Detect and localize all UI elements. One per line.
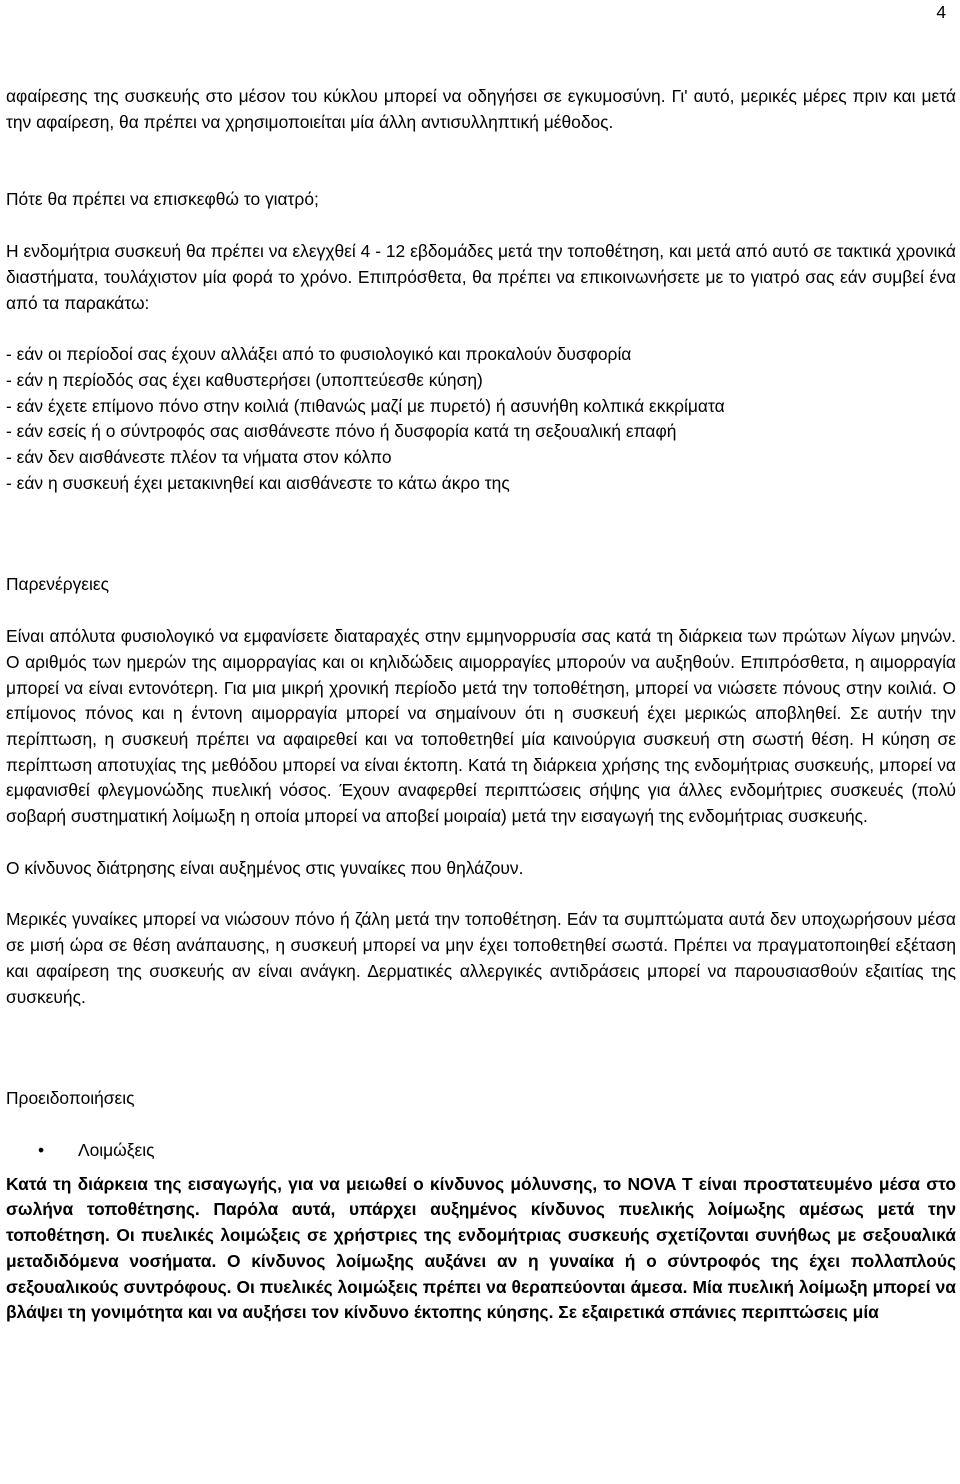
list-item: - εάν η περίοδός σας έχει καθυστερήσει (υποπτεύεσθε κύηση) bbox=[6, 369, 483, 390]
intro-paragraph: αφαίρεσης της συσκευής στο μέσον του κύκλου μπορεί να οδηγήσει σε εγκυμοσύνη. Γι' αυτό, μερικές μέρες πριν και μετά την αφαίρεση, θα πρέπει να χρησιμοποιείται μία άλλη αντισυλληπτική μέθοδος. bbox=[6, 86, 956, 132]
warnings-heading: Προειδοποιήσεις bbox=[6, 1088, 135, 1109]
doctor-visit-paragraph: Η ενδομήτρια συσκευή θα πρέπει να ελεγχθεί 4 - 12 εβδομάδες μετά την τοποθέτηση, και μετά από αυτό σε τακτικά χρονικά διαστήματα, τουλάχιστον μία φορά το χρόνο. Επιπρόσθετα, θα πρέπει να επικοινωνήσετε με το γιατρό σας εάν συμβεί ένα από τα παρακάτω: bbox=[6, 241, 956, 313]
side-effects-paragraph-2: Ο κίνδυνος διάτρησης είναι αυξημένος στις γυναίκες που θηλάζουν. bbox=[6, 857, 524, 878]
side-effects-paragraph-1: Είναι απόλυτα φυσιολογικό να εμφανίσετε διαταραχές στην εμμηνορρυσία σας κατά τη διάρκεια των πρώτων λίγων μηνών. Ο αριθμός των ημερών της αιμορραγίας και οι κηλιδώδεις αιμορραγίες μπορούν να αυξηθούν. Επιπρόσθετα, η αιμορραγία μπορεί να είναι εντονότερη. Για μια μικρή χρονική περίοδο μετά την τοποθέτηση, μπορεί να νιώσετε πόνους στην κοιλιά. Ο επίμονος πόνος και η έντονη αιμορραγία μπορεί να σημαίνουν ότι η συσκευή έχει μερικώς αποβληθεί. Σε αυτήν την περίπτωση, η συσκευή πρέπει να αφαιρεθεί και να τοποθετηθεί μία καινούργια συσκευή στη σωστή θέση. Η κύηση σε περίπτωση αποτυχίας της μεθόδου μπορεί να είναι έκτοπη. Κατά τη διάρκεια χρήσης της ενδομήτριας συσκευής, μπορεί να εμφανισθεί φλεγμονώδης πυελική νόσος. Έχουν αναφερθεί περιπτώσεις σήψης για άλλες ενδομήτριες συσκευές (πολύ σοβαρή συστηματική λοίμωξη η οποία μπορεί να αποβεί μοιραία) μετά την εισαγωγή της ενδομήτριας συσκευής. bbox=[6, 626, 956, 827]
list-item: - εάν δεν αισθάνεστε πλέον τα νήματα στον κόλπο bbox=[6, 447, 392, 468]
list-item: - εάν εσείς ή ο σύντροφός σας αισθάνεστε πόνο ή δυσφορία κατά τη σεξουαλική επαφή bbox=[6, 421, 677, 442]
list-item: - εάν η συσκευή έχει μετακινηθεί και αισθάνεστε το κάτω άκρο της bbox=[6, 472, 510, 493]
list-item: - εάν οι περίοδοί σας έχουν αλλάξει από το φυσιολογικό και προκαλούν δυσφορία bbox=[6, 344, 632, 365]
doctor-visit-list bbox=[6, 342, 956, 496]
doctor-visit-heading: Πότε θα πρέπει να επισκεφθώ το γιατρό; bbox=[6, 189, 319, 210]
list-item bbox=[38, 1138, 956, 1164]
bullet-label: Λοιμώξεις bbox=[78, 1139, 155, 1160]
document-body bbox=[6, 84, 956, 1326]
side-effects-paragraph-3: Μερικές γυναίκες μπορεί να νιώσουν πόνο ή ζάλη μετά την τοποθέτηση. Εάν τα συμπτώματα αυτά δεν υποχωρήσουν μέσα σε μισή ώρα σε θέση ανάπαυσης, η συσκευή μπορεί να μην έχει τοποθετηθεί σωστά. Πρέπει να πραγματοποιηθεί εξέταση και αφαίρεση της συσκευής αν είναι ανάγκη. Δερματικές αλλεργικές αντιδράσεις μπορεί να παρουσιασθούν εξαιτίας της συσκευής. bbox=[6, 909, 956, 1007]
infections-paragraph: Κατά τη διάρκεια της εισαγωγής, για να μειωθεί ο κίνδυνος μόλυνσης, το NOVA T είναι προστατευμένο μέσα στο σωλήνα τοποθέτησης. Παρόλα αυτά, υπάρχει αυξημένος κίνδυνος πυελικής λοίμωξης αμέσως μετά την τοποθέτηση. Οι πυελικές λοιμώξεις σε χρήστριες της ενδομήτριας συσκευής σχετίζονται συνήθως με σεξουαλικά μεταδιδόμενα νοσήματα. Ο κίνδυνος λοίμωξης αυξάνει αν η γυναίκα ή ο σύντροφός της έχει πολλαπλούς σεξουαλικούς συντρόφους. Οι πυελικές λοιμώξεις πρέπει να θεραπεύονται άμεσα. Μία πυελική λοίμωξη μπορεί να βλάψει τη γονιμότητα και να αυξήσει τον κίνδυνο έκτοπης κύησης. Σε εξαιρετικά σπάνιες περιπτώσεις μία bbox=[6, 1173, 956, 1323]
warnings-bullet-list bbox=[6, 1138, 956, 1164]
page-number: 4 bbox=[936, 2, 946, 22]
side-effects-heading: Παρενέργειες bbox=[6, 574, 110, 595]
bullet-dot-icon: • bbox=[38, 1139, 45, 1160]
list-item: - εάν έχετε επίμονο πόνο στην κοιλιά (πιθανώς μαζί με πυρετό) ή ασυνήθη κολπικά εκκρίματα bbox=[6, 395, 725, 416]
